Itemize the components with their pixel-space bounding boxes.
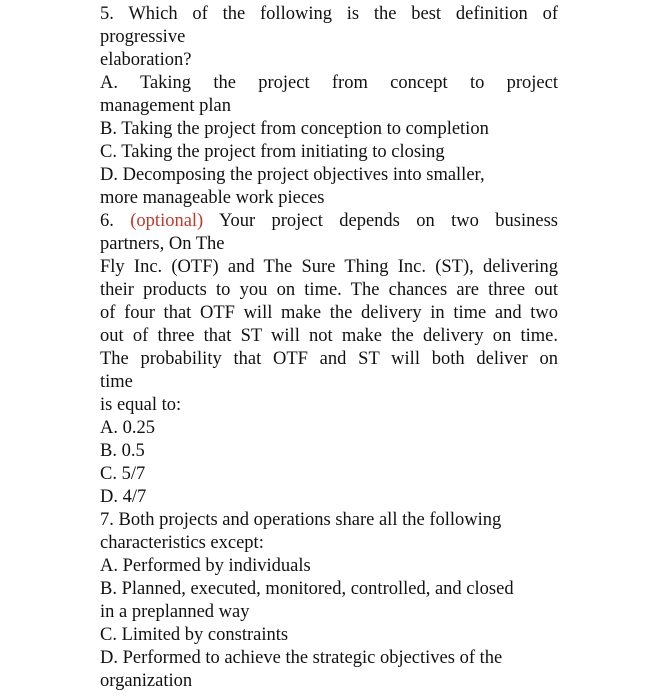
question-6-stem-line-7: The probability that OTF and ST will both deliver on <box>100 349 558 369</box>
question-7-option-b-line-2: in a preplanned way <box>100 602 250 622</box>
question-6-stem-line-2: partners, On The <box>100 234 225 254</box>
document-page <box>100 3 558 693</box>
question-6-option-c: C. 5/7 <box>100 464 146 484</box>
question-6-option-a: A. 0.25 <box>100 418 155 438</box>
question-6-stem-first: Your project depends on two business <box>218 211 558 231</box>
question-7-stem-line-1: 7. Both projects and operations share all the following <box>100 510 502 530</box>
question-7-option-a: A. Performed by individuals <box>100 556 311 576</box>
question-5-option-a-line-2: management plan <box>100 96 231 116</box>
optional-tag: (optional) <box>130 211 204 231</box>
question-5-option-d <box>100 164 558 210</box>
question-7-stem-line-2: characteristics except: <box>100 533 264 553</box>
question-6-number: 6. <box>100 211 114 231</box>
question-5 <box>100 3 558 210</box>
question-5-option-d-line-2: more manageable work pieces <box>100 188 325 208</box>
question-6-stem-line-8: time <box>100 372 133 392</box>
question-7-option-c: C. Limited by constraints <box>100 625 289 645</box>
question-6-option-b: B. 0.5 <box>100 441 145 461</box>
question-7-option-b-line-1: B. Planned, executed, monitored, controlled, and closed <box>100 579 514 599</box>
question-5-option-d-line-1: D. Decomposing the project objectives into smaller, <box>100 165 485 185</box>
question-5-option-a <box>100 72 558 118</box>
question-6-stem-line-3: Fly Inc. (OTF) and The Sure Thing Inc. (ST), delivering <box>100 257 558 277</box>
question-6-stem-line-9: is equal to: <box>100 395 182 415</box>
question-5-stem-line-3: elaboration? <box>100 50 192 70</box>
question-7-option-d-line-1: D. Performed to achieve the strategic objectives of the <box>100 648 503 668</box>
question-5-stem-line-1: 5. Which of the following is the best definition of <box>100 4 558 24</box>
question-7-option-d-line-2: organization <box>100 671 193 691</box>
question-5-option-b: B. Taking the project from conception to completion <box>100 119 489 139</box>
question-6-stem-line-5: of four that OTF will make the delivery in time and two <box>100 303 558 323</box>
question-7 <box>100 509 558 693</box>
question-5-stem-line-2: progressive <box>100 27 186 47</box>
question-7-option-b <box>100 578 558 624</box>
question-5-option-c: C. Taking the project from initiating to closing <box>100 142 445 162</box>
question-5-option-a-line-1: A. Taking the project from concept to project <box>100 73 558 93</box>
question-6-stem-line-4: their products to you on time. The chances are three out <box>100 280 558 300</box>
question-6-option-d: D. 4/7 <box>100 487 147 507</box>
question-6 <box>100 210 558 509</box>
question-7-option-d <box>100 647 558 693</box>
question-6-stem-line-6: out of three that ST will not make the delivery on time. <box>100 326 558 346</box>
question-6-stem-line-1 <box>100 210 558 233</box>
